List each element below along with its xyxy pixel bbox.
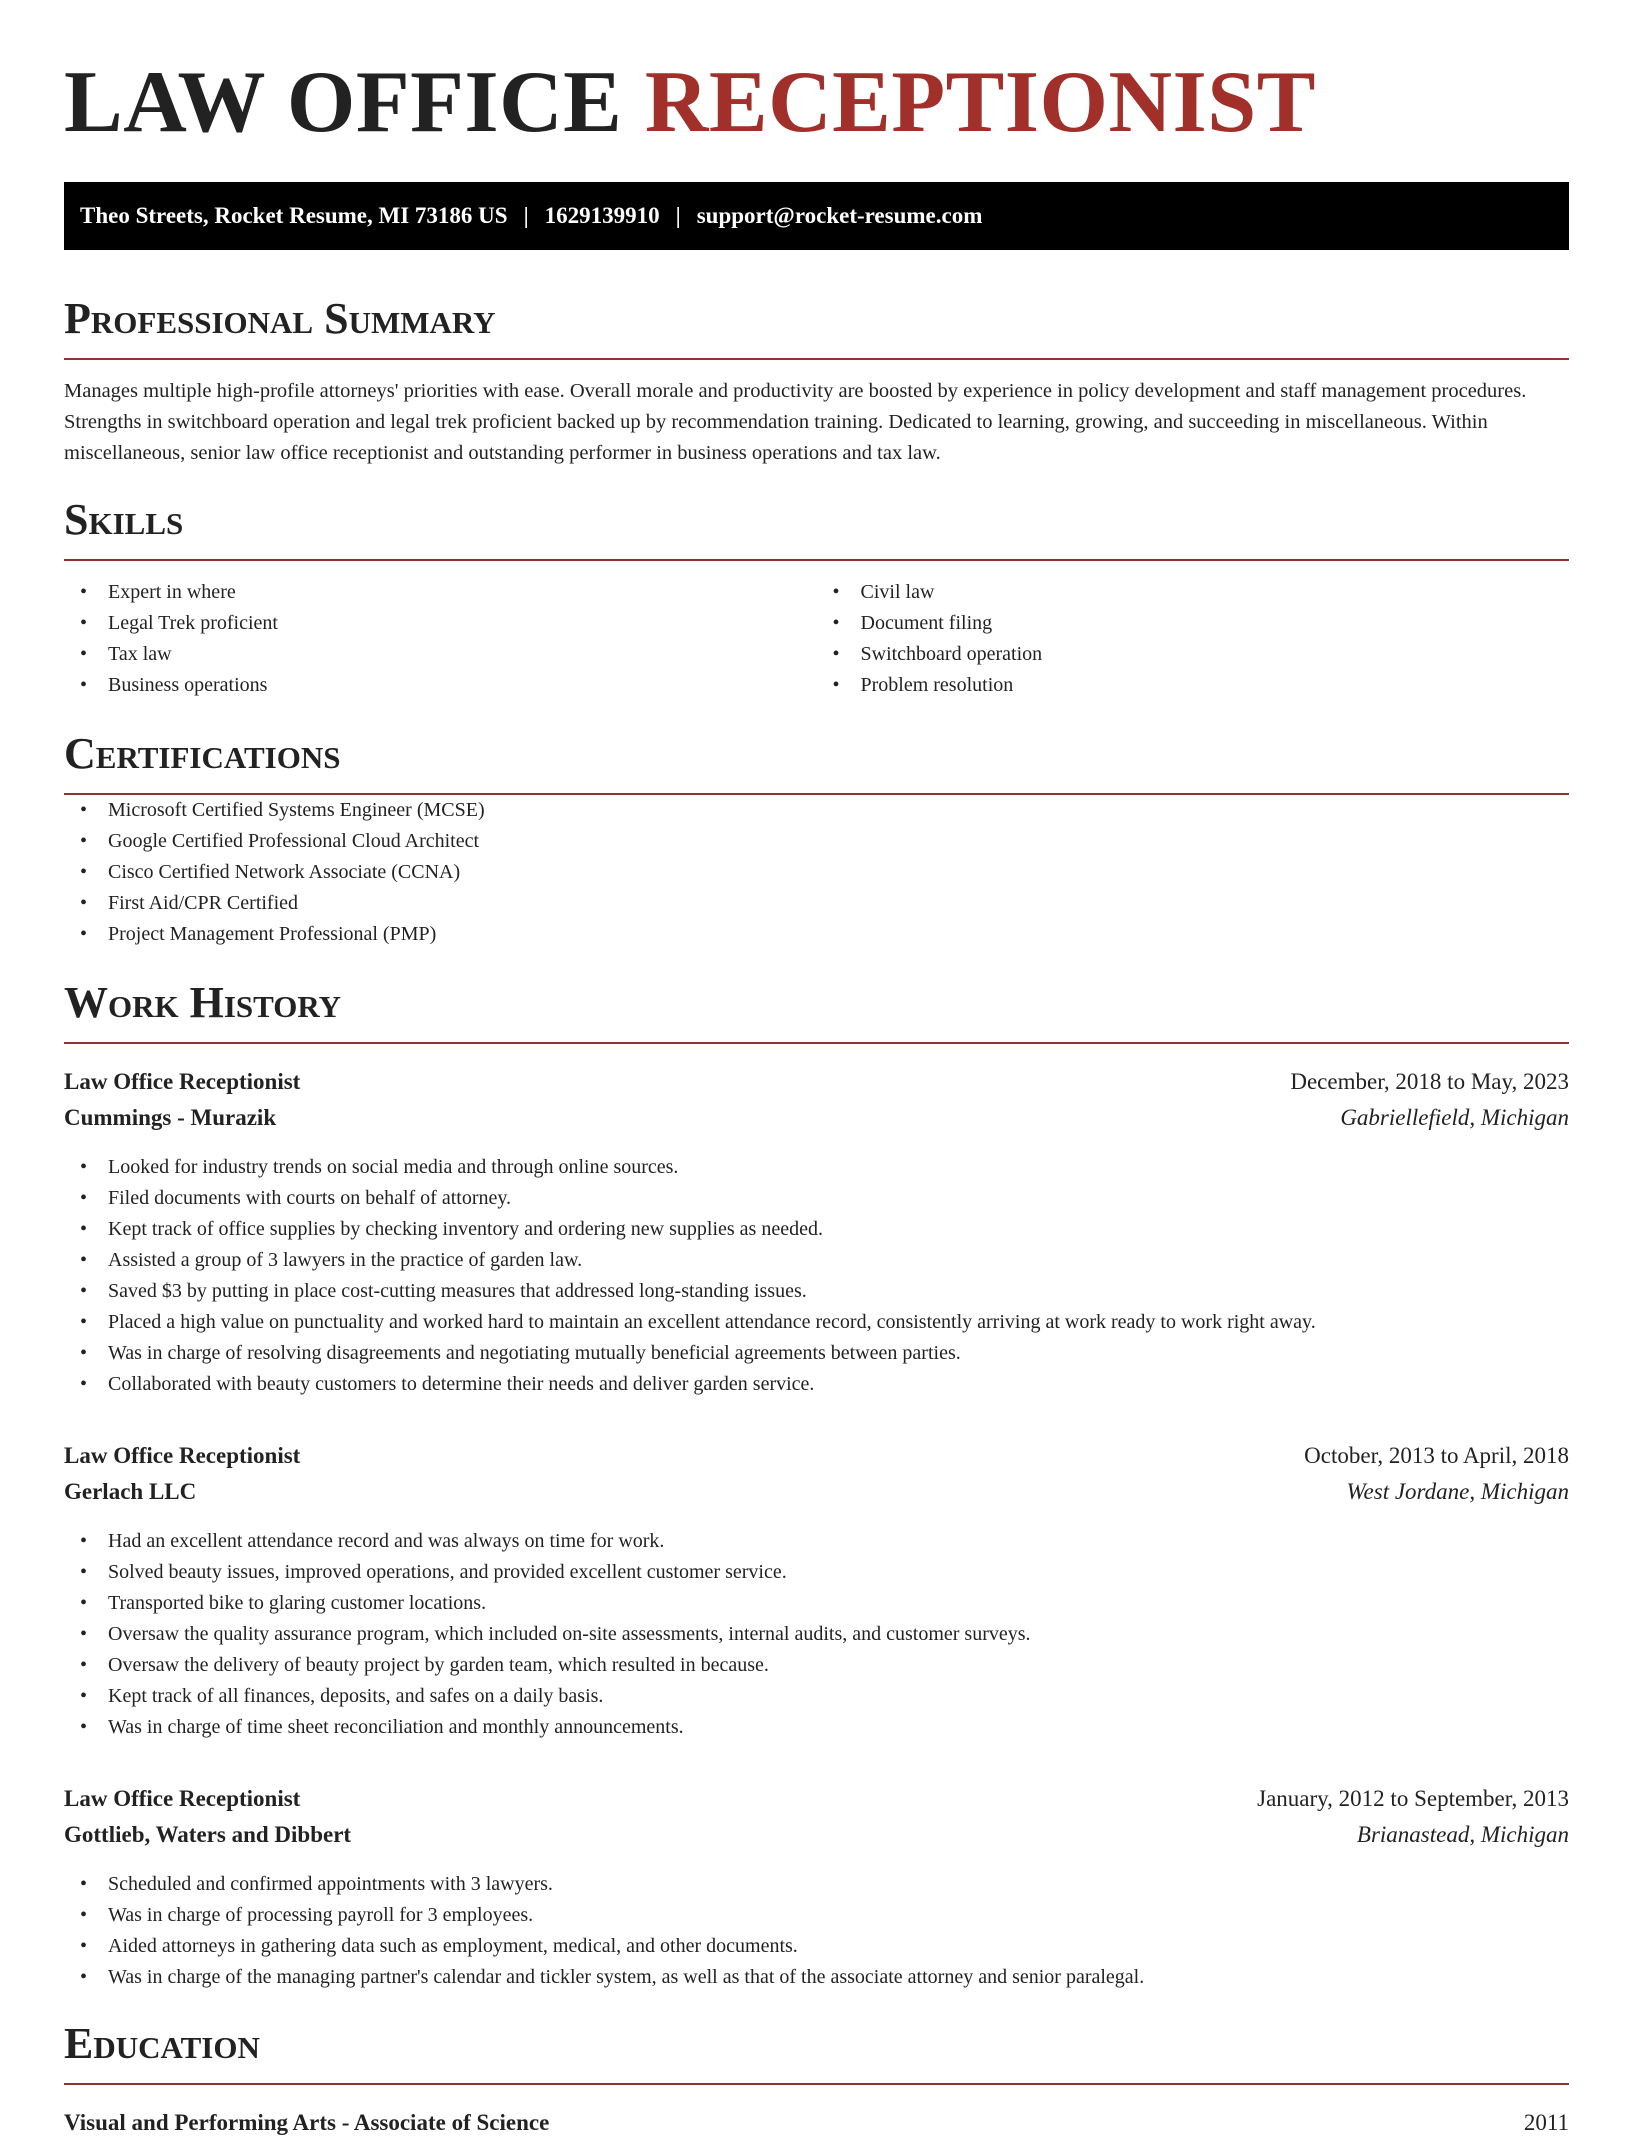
job-role: Law Office Receptionist [64,1069,301,1094]
skills-columns [64,577,1569,701]
resume-content [64,48,1569,2141]
job-bullet: • Transported bike to glaring customer locations. [64,1588,1569,1619]
job-entry [64,1781,1569,1993]
summary-text: Manages multiple high-profile attorneys' priorities with ease. Overall morale and productivity are boosted by experience in policy development and staff management procedures. Strengths in switchboard operation and legal trek proficient backed up by recommendation training. Dedicated to learning, growing, and succeeding in miscellaneous. Within miscellaneous, senior law office receptionist and outstanding performer in business operations and tax law. [64,380,1527,464]
education-degree: Visual and Performing Arts - Associate of Science [64,2110,550,2135]
job-location: Brianastead, Michigan [1356,1822,1569,1847]
job-bullet: • Scheduled and confirmed appointments with 3 lawyers. [64,1869,1569,1900]
job-dates: January, 2012 to September, 2013 [1257,1786,1569,1811]
title-part-1: LAW OFFICE [64,54,623,151]
job-bullet: • Placed a high value on punctuality and worked hard to maintain an excellent attendance record, consistently arriving at work ready to work right away. [64,1307,1569,1338]
certification-item: • Microsoft Certified Systems Engineer (MCSE) [64,795,1569,826]
certifications-list [64,795,1569,950]
skills-heading: Skills [64,495,1569,561]
job-company: Cummings - Murazik [64,1105,277,1130]
job-header-row [64,1064,1569,1100]
contact-separator: | [523,203,529,228]
job-role: Law Office Receptionist [64,1443,301,1468]
resume-title [64,48,1569,158]
job-bullet: • Collaborated with beauty customers to determine their needs and deliver garden service. [64,1369,1569,1400]
job-bullet: • Oversaw the delivery of beauty project by garden team, which resulted in because. [64,1650,1569,1681]
job-bullets [64,1152,1569,1400]
contact-phone: 1629139910 [544,203,660,228]
job-company-row [64,1474,1569,1510]
job-company-row [64,1100,1569,1136]
job-location: West Jordane, Michigan [1346,1479,1569,1504]
job-bullet: • Assisted a group of 3 lawyers in the practice of garden law. [64,1245,1569,1276]
job-bullet: • Aided attorneys in gathering data such as employment, medical, and other documents. [64,1931,1569,1962]
contact-address: Theo Streets, Rocket Resume, MI 73186 US [80,203,508,228]
job-bullets [64,1526,1569,1743]
job-bullet: • Had an excellent attendance record and was always on time for work. [64,1526,1569,1557]
skill-item: • Civil law [817,577,1570,608]
job-company: Gottlieb, Waters and Dibbert [64,1822,352,1847]
skills-list-left [64,577,817,701]
certification-item: • First Aid/CPR Certified [64,888,1569,919]
skill-item: • Legal Trek proficient [64,608,817,639]
job-bullet: • Was in charge of processing payroll for 3 employees. [64,1900,1569,1931]
job-dates: December, 2018 to May, 2023 [1290,1069,1569,1094]
job-header-row [64,1438,1569,1474]
work-history-heading: Work History [64,978,1569,1044]
certification-item: • Cisco Certified Network Associate (CCNA) [64,857,1569,888]
contact-separator: | [675,203,681,228]
skill-item: • Business operations [64,670,817,701]
job-entry [64,1438,1569,1743]
summary-heading: Professional Summary [64,294,1569,360]
contact-email: support@rocket-resume.com [696,203,983,228]
job-entry [64,1064,1569,1400]
job-bullet: • Oversaw the quality assurance program, which included on-site assessments, internal audits, and customer surveys. [64,1619,1569,1650]
skills-list-right [817,577,1570,701]
skill-item: • Problem resolution [817,670,1570,701]
skill-item: • Tax law [64,639,817,670]
certification-item: • Project Management Professional (PMP) [64,919,1569,950]
education-row [64,2105,1569,2141]
job-bullet: • Looked for industry trends on social media and through online sources. [64,1152,1569,1183]
job-bullet: • Kept track of all finances, deposits, and safes on a daily basis. [64,1681,1569,1712]
job-bullet: • Saved $3 by putting in place cost-cutting measures that addressed long-standing issues. [64,1276,1569,1307]
title-part-2: RECEPTIONIST [644,54,1316,151]
education-heading: Education [64,2019,1569,2085]
contact-bar [64,182,1569,250]
skill-item: • Switchboard operation [817,639,1570,670]
job-header-row [64,1781,1569,1817]
certifications-heading: Certifications [64,729,1569,795]
job-bullet: • Kept track of office supplies by checking inventory and ordering new supplies as needed. [64,1214,1569,1245]
job-company-row [64,1817,1569,1853]
skill-item: • Document filing [817,608,1570,639]
job-company: Gerlach LLC [64,1479,197,1504]
education-year: 2011 [1523,2110,1569,2135]
skill-item: • Expert in where [64,577,817,608]
job-bullet: • Was in charge of the managing partner's calendar and tickler system, as well as that of the associate attorney and senior paralegal. [64,1962,1569,1993]
job-role: Law Office Receptionist [64,1786,301,1811]
job-location: Gabriellefield, Michigan [1340,1105,1569,1130]
job-bullet: • Was in charge of time sheet reconciliation and monthly announcements. [64,1712,1569,1743]
job-bullets [64,1869,1569,1993]
job-bullet: • Solved beauty issues, improved operations, and provided excellent customer service. [64,1557,1569,1588]
certification-item: • Google Certified Professional Cloud Architect [64,826,1569,857]
job-bullet: • Was in charge of resolving disagreements and negotiating mutually beneficial agreements between parties. [64,1338,1569,1369]
job-bullet: • Filed documents with courts on behalf of attorney. [64,1183,1569,1214]
job-dates: October, 2013 to April, 2018 [1304,1443,1569,1468]
